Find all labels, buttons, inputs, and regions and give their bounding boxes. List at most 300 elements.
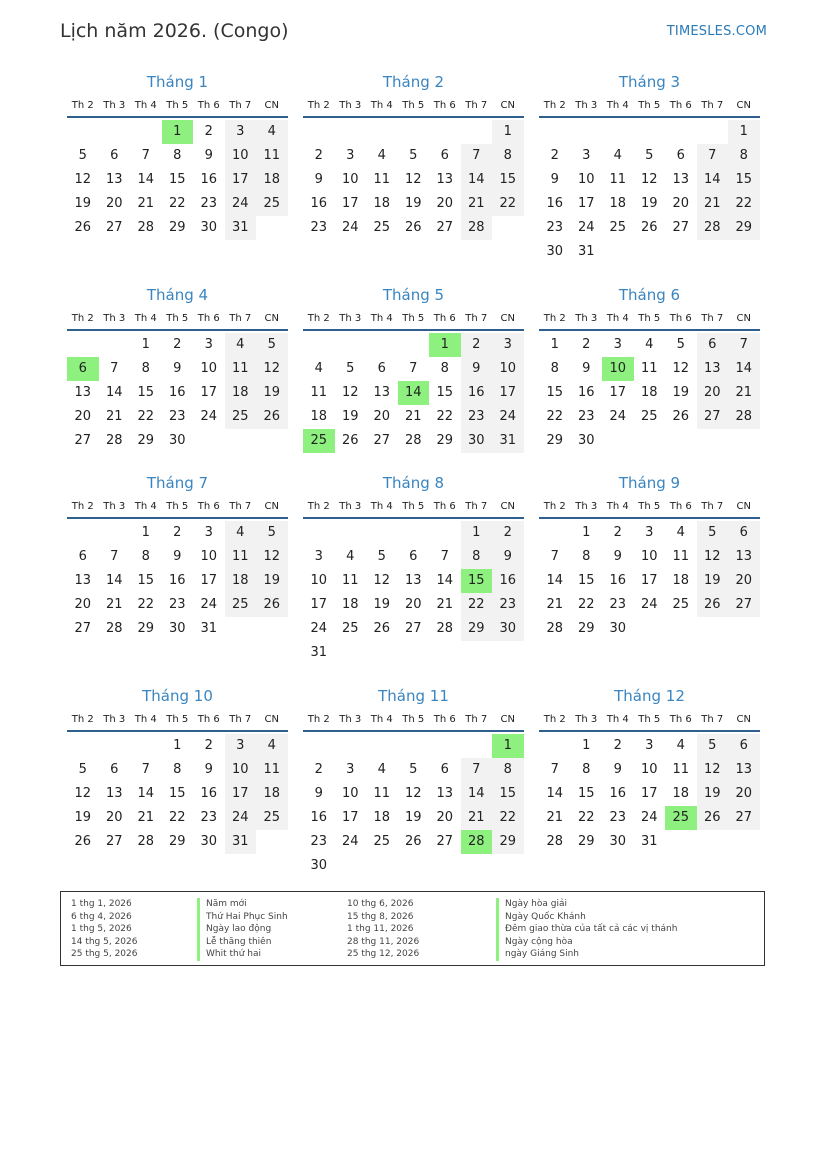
day-cell: 12	[697, 545, 729, 569]
weekday-label: Th 4	[370, 501, 393, 512]
day-grid	[539, 734, 760, 854]
empty-cell	[303, 333, 335, 357]
day-cell: 28	[137, 220, 155, 235]
weekday-label: Th 4	[134, 714, 157, 725]
day-cell: 21	[436, 597, 454, 612]
day-cell: 3	[645, 525, 654, 540]
day-cell: 16	[310, 196, 328, 211]
day-cell: 30	[609, 621, 627, 636]
empty-cell	[461, 120, 493, 144]
legend-holiday-name: ngày Giáng Sinh	[496, 948, 677, 961]
day-cell: 2	[461, 333, 493, 357]
day-cell: 18	[672, 573, 690, 588]
day-cell: 23	[609, 597, 627, 612]
weekday-label: Th 4	[606, 100, 629, 111]
weekday-label: Th 7	[465, 313, 488, 324]
weekday-label: Th 6	[669, 100, 692, 111]
day-cell: 9	[461, 357, 493, 381]
day-cell: 21	[461, 192, 493, 216]
day-cell: 7	[697, 144, 729, 168]
weekday-label: Th 7	[229, 313, 252, 324]
day-cell: 30	[492, 617, 524, 641]
day-cell: 11	[341, 573, 359, 588]
day-cell: 27	[105, 220, 123, 235]
day-cell: 26	[256, 593, 288, 617]
weekday-label: Th 5	[402, 313, 425, 324]
empty-cell	[398, 333, 430, 357]
day-cell: 29	[137, 433, 155, 448]
day-cell: 1	[582, 738, 591, 753]
empty-cell	[634, 120, 666, 144]
day-cell: 11	[640, 361, 658, 376]
day-cell: 2	[204, 738, 213, 753]
weekday-label: CN	[736, 313, 751, 324]
day-cell: 14	[546, 573, 564, 588]
day-cell: 29	[436, 433, 454, 448]
day-cell: 15	[577, 786, 595, 801]
weekday-label: CN	[264, 313, 279, 324]
day-cell: 22	[168, 810, 186, 825]
empty-cell	[366, 333, 398, 357]
day-cell: 23	[200, 810, 218, 825]
empty-cell	[366, 734, 398, 758]
day-cell: 5	[256, 521, 288, 545]
day-grid	[539, 521, 760, 641]
day-cell: 10	[200, 361, 218, 376]
day-cell: 18	[373, 196, 391, 211]
empty-cell	[99, 333, 131, 357]
day-cell: 3	[346, 762, 355, 777]
day-cell: 29	[577, 834, 595, 849]
day-cell: 7	[110, 361, 119, 376]
day-cell: 3	[346, 148, 355, 163]
empty-cell	[539, 734, 571, 758]
empty-cell	[539, 120, 571, 144]
day-cell: 4	[256, 734, 288, 758]
month-name: Tháng 12	[614, 687, 685, 705]
legend-holiday-name: Ngày Quốc Khánh	[496, 911, 677, 924]
day-cell: 9	[314, 172, 323, 187]
weekday-label: Th 7	[701, 100, 724, 111]
day-cell: 19	[697, 782, 729, 806]
empty-cell	[130, 734, 162, 758]
day-cell: 26	[341, 433, 359, 448]
day-cell: 6	[110, 762, 119, 777]
day-cell: 20	[436, 810, 454, 825]
legend-holiday-name: Thứ Hai Phục Sinh	[197, 911, 288, 924]
day-cell: 18	[256, 782, 288, 806]
day-cell: 27	[74, 433, 92, 448]
day-cell: 11	[225, 357, 257, 381]
legend-holiday-name: Ngày lao động	[197, 923, 288, 936]
day-cell: 28	[105, 621, 123, 636]
day-cell: 8	[440, 361, 449, 376]
day-cell: 18	[640, 385, 658, 400]
weekday-label: CN	[500, 100, 515, 111]
day-cell: 21	[461, 806, 493, 830]
day-cell: 14	[546, 786, 564, 801]
site-link[interactable]: TIMESLES.COM	[666, 24, 767, 39]
day-cell: 23	[461, 405, 493, 429]
day-cell: 25	[256, 806, 288, 830]
day-cell: 30	[168, 621, 186, 636]
weekday-label: Th 6	[669, 313, 692, 324]
day-grid	[539, 333, 760, 453]
weekday-header	[303, 712, 524, 732]
day-cell: 25	[640, 409, 658, 424]
day-cell: 7	[141, 148, 150, 163]
day-cell: 10	[640, 549, 658, 564]
weekday-label: Th 3	[575, 313, 598, 324]
weekday-label: Th 7	[229, 100, 252, 111]
weekday-label: Th 2	[307, 100, 330, 111]
day-cell: 11	[256, 758, 288, 782]
day-cell: 5	[346, 361, 355, 376]
day-cell: 27	[74, 621, 92, 636]
day-cell: 13	[728, 545, 760, 569]
day-cell: 5	[377, 549, 386, 564]
day-cell: 17	[609, 385, 627, 400]
day-cell: 19	[74, 810, 92, 825]
day-cell: 31	[577, 244, 595, 259]
day-cell: 13	[728, 758, 760, 782]
day-cell: 11	[609, 172, 627, 187]
weekday-label: Th 4	[370, 100, 393, 111]
day-cell: 17	[640, 573, 658, 588]
day-cell: 28	[546, 621, 564, 636]
day-cell: 20	[728, 569, 760, 593]
day-cell: 13	[105, 172, 123, 187]
weekday-label: Th 2	[543, 100, 566, 111]
day-cell: 13	[436, 172, 454, 187]
legend-dates-left	[71, 898, 137, 961]
day-cell: 19	[373, 597, 391, 612]
empty-cell	[67, 734, 99, 758]
day-cell: 7	[461, 144, 493, 168]
weekday-label: Th 4	[134, 313, 157, 324]
day-cell: 4	[346, 549, 355, 564]
empty-cell	[99, 521, 131, 545]
day-cell: 9	[173, 361, 182, 376]
day-cell: 14	[697, 168, 729, 192]
day-cell: 3	[204, 525, 213, 540]
holiday-day-cell: 25	[303, 429, 335, 453]
day-cell: 5	[697, 521, 729, 545]
day-cell: 18	[373, 810, 391, 825]
day-cell: 24	[492, 405, 524, 429]
legend-date: 28 thg 11, 2026	[347, 936, 420, 947]
empty-cell	[99, 734, 131, 758]
day-cell: 3	[582, 148, 591, 163]
day-cell: 18	[341, 597, 359, 612]
day-cell: 13	[74, 385, 92, 400]
day-cell: 26	[404, 834, 422, 849]
day-grid	[303, 333, 524, 453]
day-cell: 13	[672, 172, 690, 187]
day-cell: 23	[310, 834, 328, 849]
day-cell: 21	[137, 810, 155, 825]
month-name: Tháng 4	[146, 286, 209, 304]
day-cell: 9	[204, 762, 213, 777]
weekday-header	[67, 499, 288, 519]
legend-names-right	[496, 898, 677, 961]
weekday-label: CN	[264, 501, 279, 512]
day-cell: 13	[697, 357, 729, 381]
day-cell: 8	[461, 545, 493, 569]
day-cell: 8	[582, 549, 591, 564]
day-grid	[67, 120, 288, 240]
day-cell: 14	[461, 168, 493, 192]
day-cell: 13	[436, 786, 454, 801]
weekday-header	[67, 311, 288, 331]
day-cell: 21	[137, 196, 155, 211]
day-cell: 5	[409, 148, 418, 163]
weekday-header	[539, 712, 760, 732]
day-cell: 22	[546, 409, 564, 424]
day-cell: 2	[492, 521, 524, 545]
day-cell: 8	[550, 361, 559, 376]
day-cell: 10	[577, 172, 595, 187]
day-cell: 29	[546, 433, 564, 448]
day-cell: 28	[105, 433, 123, 448]
weekday-label: Th 4	[606, 313, 629, 324]
day-cell: 12	[697, 758, 729, 782]
weekday-label: Th 5	[402, 100, 425, 111]
day-cell: 27	[105, 834, 123, 849]
day-cell: 22	[492, 806, 524, 830]
weekday-label: Th 2	[543, 313, 566, 324]
day-cell: 21	[546, 810, 564, 825]
empty-cell	[429, 120, 461, 144]
weekday-label: Th 2	[543, 714, 566, 725]
legend-date: 25 thg 12, 2026	[347, 949, 420, 959]
day-cell: 2	[173, 525, 182, 540]
day-cell: 25	[373, 220, 391, 235]
day-cell: 16	[546, 196, 564, 211]
weekday-label: Th 4	[606, 714, 629, 725]
month-block	[303, 285, 524, 453]
day-cell: 29	[492, 830, 524, 854]
day-cell: 18	[225, 381, 257, 405]
day-cell: 17	[200, 573, 218, 588]
day-cell: 14	[137, 172, 155, 187]
day-cell: 24	[609, 409, 627, 424]
day-cell: 31	[492, 429, 524, 453]
legend-holiday-name: Ngày cộng hòa	[496, 936, 677, 949]
day-cell: 25	[225, 593, 257, 617]
day-cell: 6	[110, 148, 119, 163]
day-cell: 24	[640, 810, 658, 825]
day-cell: 15	[492, 782, 524, 806]
empty-cell	[67, 521, 99, 545]
day-cell: 31	[200, 621, 218, 636]
day-cell: 12	[373, 573, 391, 588]
day-cell: 22	[137, 597, 155, 612]
day-cell: 9	[613, 762, 622, 777]
day-cell: 23	[577, 409, 595, 424]
month-name: Tháng 6	[618, 286, 681, 304]
weekday-label: Th 2	[307, 501, 330, 512]
day-cell: 26	[672, 409, 690, 424]
empty-cell	[335, 521, 367, 545]
weekday-header	[67, 98, 288, 118]
day-cell: 9	[314, 786, 323, 801]
day-cell: 4	[225, 333, 257, 357]
day-cell: 2	[613, 525, 622, 540]
holiday-day-cell: 1	[429, 333, 461, 357]
day-cell: 1	[582, 525, 591, 540]
day-cell: 18	[609, 196, 627, 211]
day-cell: 4	[676, 525, 685, 540]
day-cell: 20	[404, 597, 422, 612]
weekday-label: Th 3	[339, 313, 362, 324]
day-cell: 21	[697, 192, 729, 216]
weekday-header	[303, 311, 524, 331]
day-cell: 10	[310, 573, 328, 588]
day-cell: 17	[225, 782, 257, 806]
day-grid	[67, 333, 288, 453]
day-cell: 3	[225, 120, 257, 144]
legend-date: 25 thg 5, 2026	[71, 949, 138, 959]
weekday-label: Th 2	[307, 714, 330, 725]
holiday-day-cell: 10	[602, 357, 634, 381]
weekday-label: Th 4	[370, 714, 393, 725]
holiday-day-cell: 15	[461, 569, 493, 593]
day-cell: 8	[141, 361, 150, 376]
day-cell: 20	[74, 597, 92, 612]
day-cell: 24	[640, 597, 658, 612]
day-cell: 27	[404, 621, 422, 636]
day-cell: 23	[546, 220, 564, 235]
day-cell: 27	[728, 806, 760, 830]
day-cell: 8	[728, 144, 760, 168]
day-cell: 12	[404, 786, 422, 801]
legend-date: 1 thg 1, 2026	[71, 899, 132, 909]
day-cell: 15	[436, 385, 454, 400]
day-cell: 21	[105, 409, 123, 424]
month-name: Tháng 3	[618, 73, 681, 91]
weekday-header	[539, 499, 760, 519]
month-block	[67, 473, 288, 641]
day-cell: 8	[492, 144, 524, 168]
day-cell: 2	[550, 148, 559, 163]
day-cell: 5	[645, 148, 654, 163]
weekday-label: Th 3	[103, 501, 126, 512]
day-cell: 24	[225, 806, 257, 830]
day-cell: 5	[78, 762, 87, 777]
day-cell: 19	[256, 381, 288, 405]
weekday-label: Th 7	[701, 714, 724, 725]
day-cell: 15	[137, 573, 155, 588]
day-cell: 10	[640, 762, 658, 777]
day-cell: 21	[404, 409, 422, 424]
day-cell: 6	[78, 549, 87, 564]
day-cell: 8	[492, 758, 524, 782]
day-cell: 20	[373, 409, 391, 424]
day-grid	[303, 120, 524, 240]
day-cell: 27	[436, 220, 454, 235]
month-block	[303, 72, 524, 240]
day-cell: 4	[377, 148, 386, 163]
day-cell: 26	[74, 220, 92, 235]
day-cell: 25	[256, 192, 288, 216]
day-cell: 11	[672, 549, 690, 564]
legend-date: 14 thg 5, 2026	[71, 936, 138, 947]
day-cell: 16	[461, 381, 493, 405]
weekday-label: Th 5	[638, 100, 661, 111]
holiday-day-cell: 14	[398, 381, 430, 405]
day-cell: 10	[225, 758, 257, 782]
weekday-label: Th 5	[402, 501, 425, 512]
day-cell: 2	[314, 148, 323, 163]
day-grid	[67, 734, 288, 854]
day-cell: 9	[204, 148, 213, 163]
day-cell: 28	[728, 405, 760, 429]
empty-cell	[303, 521, 335, 545]
weekday-label: CN	[500, 714, 515, 725]
month-name: Tháng 7	[146, 474, 209, 492]
day-cell: 23	[168, 597, 186, 612]
empty-cell	[99, 120, 131, 144]
weekday-label: Th 3	[575, 100, 598, 111]
empty-cell	[130, 120, 162, 144]
empty-cell	[366, 120, 398, 144]
legend-date: 15 thg 8, 2026	[347, 911, 414, 922]
day-cell: 25	[225, 405, 257, 429]
empty-cell	[539, 521, 571, 545]
day-cell: 11	[225, 545, 257, 569]
day-cell: 20	[436, 196, 454, 211]
day-cell: 9	[492, 545, 524, 569]
day-cell: 4	[613, 148, 622, 163]
day-cell: 2	[173, 337, 182, 352]
day-cell: 7	[550, 762, 559, 777]
day-cell: 21	[546, 597, 564, 612]
day-cell: 19	[697, 569, 729, 593]
weekday-label: Th 6	[669, 714, 692, 725]
weekday-header	[303, 98, 524, 118]
month-block	[67, 285, 288, 453]
weekday-label: Th 3	[103, 100, 126, 111]
day-cell: 26	[373, 621, 391, 636]
weekday-label: Th 2	[71, 714, 94, 725]
empty-cell	[335, 120, 367, 144]
day-cell: 29	[168, 220, 186, 235]
day-cell: 29	[137, 621, 155, 636]
day-cell: 15	[168, 172, 186, 187]
day-cell: 18	[310, 409, 328, 424]
day-cell: 11	[310, 385, 328, 400]
day-cell: 28	[436, 621, 454, 636]
weekday-label: Th 2	[71, 100, 94, 111]
month-block	[67, 72, 288, 240]
empty-cell	[366, 521, 398, 545]
day-cell: 26	[640, 220, 658, 235]
day-cell: 10	[225, 144, 257, 168]
day-grid	[303, 521, 524, 665]
day-cell: 1	[550, 337, 559, 352]
empty-cell	[602, 120, 634, 144]
weekday-label: Th 4	[134, 501, 157, 512]
day-cell: 4	[676, 738, 685, 753]
day-cell: 26	[404, 220, 422, 235]
day-cell: 1	[141, 337, 150, 352]
day-cell: 11	[672, 762, 690, 777]
day-cell: 18	[672, 786, 690, 801]
day-cell: 1	[173, 738, 182, 753]
empty-cell	[303, 120, 335, 144]
day-cell: 15	[728, 168, 760, 192]
